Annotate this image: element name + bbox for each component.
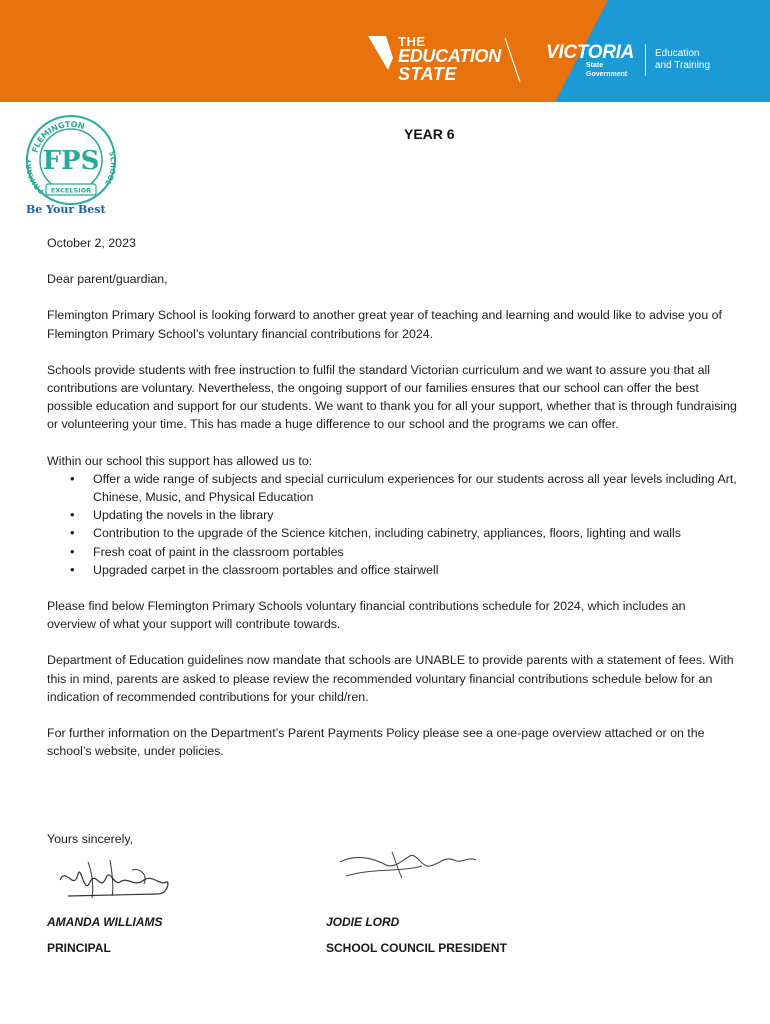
letter-paragraph-2: Schools provide students with free instruction to fulfil the standard Victorian curriculum and we want to assure you that all contributions are voluntary. Nevertheless, the ongoing support of our families ensures that our school can offer the best possible education and support for our students. We want to thank you for all your support, whether that is through fundraising or volunteering your time. This has made a huge difference to our school and the programs we can offer. [47,362,737,432]
letter-closing: Yours sincerely, [47,832,134,846]
header-divider [645,44,646,76]
education-state-the: THE [398,34,426,49]
list-item: • Fresh coat of paint in the classroom portables [47,543,737,561]
letter-date: October 2, 2023 [47,236,136,250]
president-signature [332,846,482,884]
education-state-state: STATE [398,64,457,84]
letter-body [47,234,737,778]
president-name: JODIE LORD [326,915,400,929]
list-item: • Contribution to the upgrade of the Science kitchen, including cabinetry, appliances, floors, lighting and walls [47,524,737,542]
letter-paragraph-4: Department of Education guidelines now mandate that schools are UNABLE to provide parents with a statement of fees. With this in mind, parents are asked to please review the recommended voluntary financial contributions schedule below for an indication of recommended contributions for your child/ren. [47,653,734,704]
crest-monogram: FPS [42,146,100,176]
support-list-intro: Within our school this support has allowed us to: [47,453,313,468]
principal-signature [48,852,178,904]
letter-paragraph-1: Flemington Primary School is looking forward to another great year of teaching and learning and would like to advise you of Flemington Primary School’s voluntary financial contributions for 2024. [47,308,722,341]
school-motto: Be Your Best [26,203,106,216]
department-name-line1: Education [655,48,700,59]
list-item: • Upgraded carpet in the classroom portables and office stairwell [47,561,737,579]
crest-ring-text-top: FLEMINGTON [30,119,86,154]
president-role: SCHOOL COUNCIL PRESIDENT [326,941,507,955]
list-item: • Updating the novels in the library [47,506,737,524]
year-heading: YEAR 6 [404,126,455,142]
header-banner [0,0,770,102]
school-crest-logo [16,112,126,207]
principal-name: AMANDA WILLIAMS [47,915,163,929]
victoria-government-label: Government [586,71,628,78]
support-list [47,470,737,579]
victoria-wordmark: VICTORIA [546,42,635,63]
letter-paragraph-3: Please find below Flemington Primary Schools voluntary financial contributions schedule for 2024, which includes an overview of what your support will contribute towards. [47,599,686,632]
list-item: • Offer a wide range of subjects and special curriculum experiences for our students across all year levels including Art, Chinese, Music, and Physical Education [47,470,737,506]
letter-salutation: Dear parent/guardian, [47,272,168,287]
crest-banner-text: EXCELSIOR [50,186,92,195]
principal-role: PRINCIPAL [47,941,111,955]
department-name-line2: and Training [655,60,711,71]
crest-ring-text-left: PRIMARY [24,158,46,196]
education-state-education: EDUCATION [398,46,501,66]
crest-ring-text-right: SCHOOL [103,150,118,187]
victoria-state-label: State [586,62,604,69]
letter-paragraph-5: For further information on the Department’s Parent Payments Policy please see a one-page overview attached or on the school’s website, under policies. [47,726,705,759]
